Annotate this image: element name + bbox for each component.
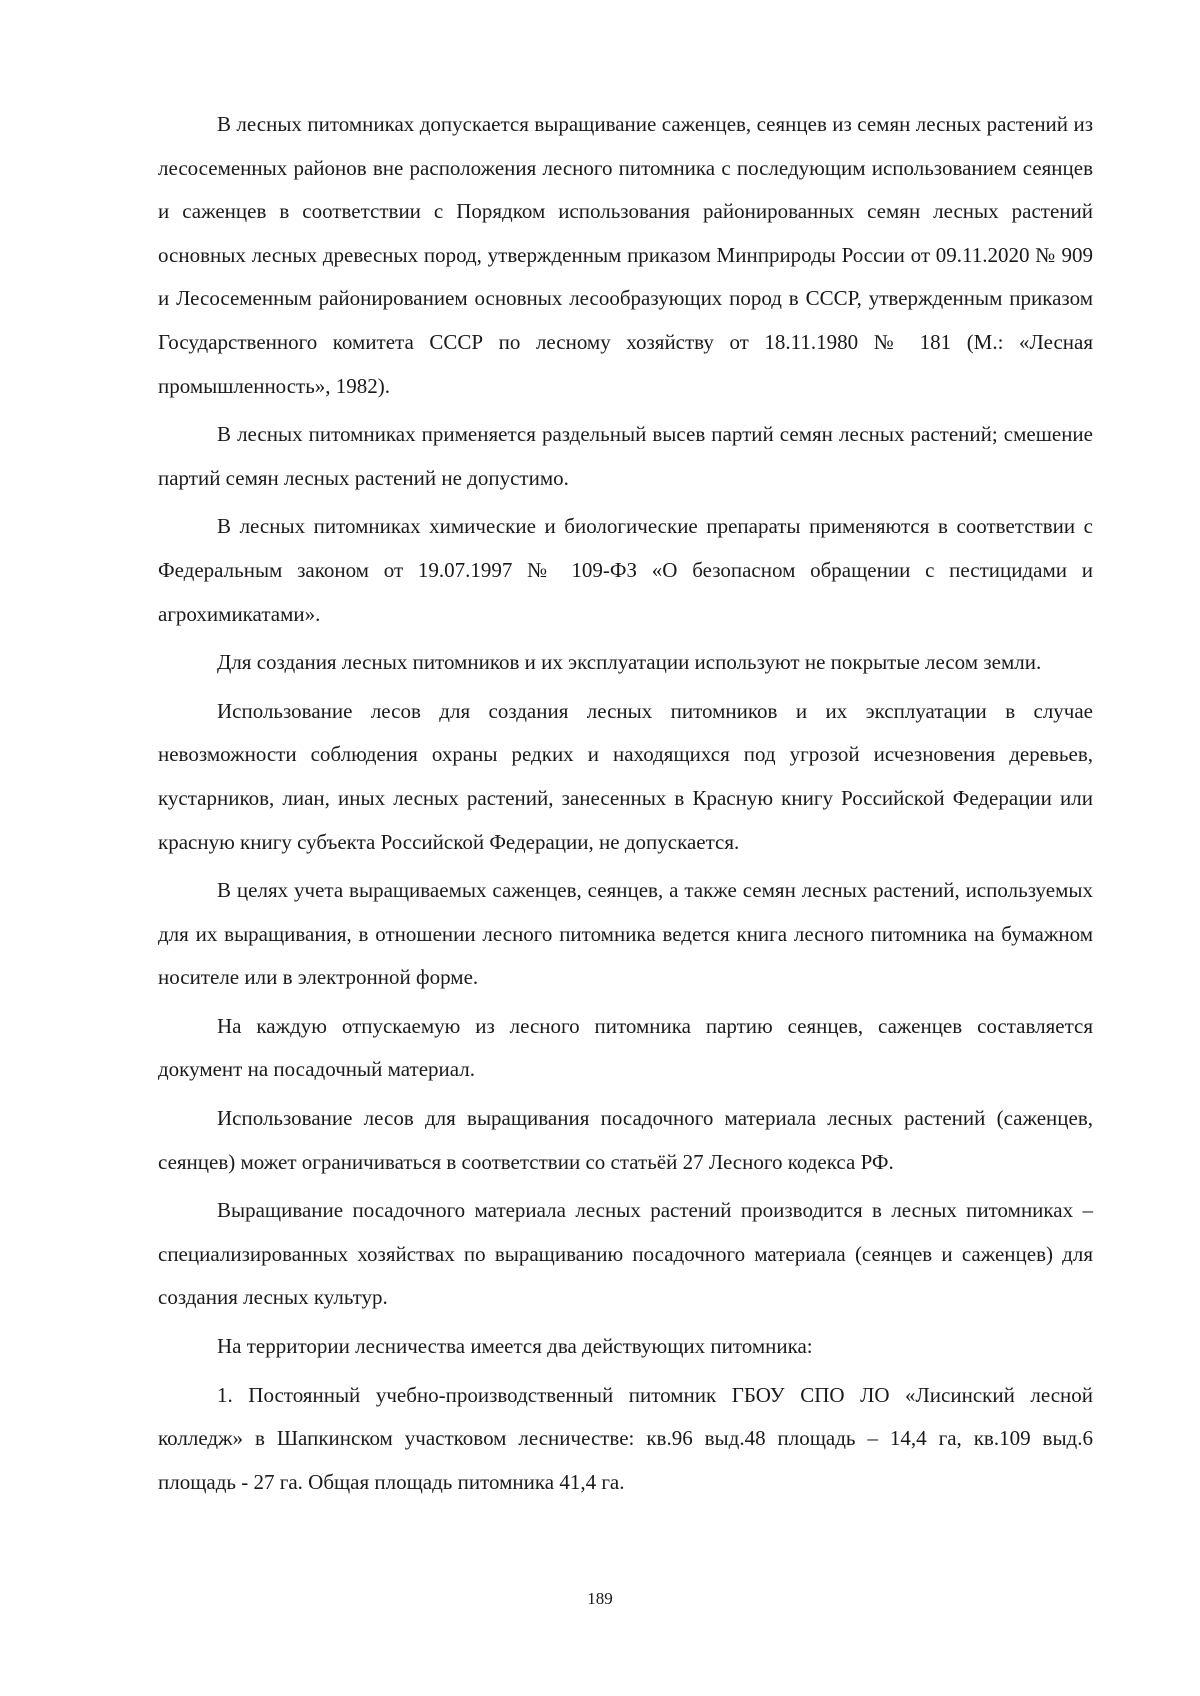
paragraph: В лесных питомниках применяется раздельный высев партий семян лесных растений; смешение партий семян лесных растений не допустимо. — [158, 422, 1093, 490]
paragraph: Использование лесов для создания лесных питомников и их эксплуатации в случае невозможности соблюдения охраны редких и находящихся под угрозой исчезновения деревьев, кустарников, лиан, иных лесных растений, занесенных в Красную книгу Российской Федерации или красную книгу субъекта Российской Федерации, не допускается. — [158, 698, 1093, 854]
paragraph: 1. Постоянный учебно-производственный питомник ГБОУ СПО ЛО «Лисинский лесной колледж» в Шапкинском участковом лесничестве: кв.96 выд.48 площадь – 14,4 га, кв.109 выд.6 площадь - 27 га. Общая площадь питомника 41,4 га. — [158, 1382, 1093, 1494]
page-number: 189 — [587, 1589, 613, 1608]
paragraph: Для создания лесных питомников и их эксплуатации используют не покрытые лесом земли. — [217, 650, 1042, 675]
paragraph: В лесных питомниках допускается выращивание саженцев, сеянцев из семян лесных растений из лесосеменных районов вне расположения лесного питомника с последующим использованием сеянцев и саженцев в соответствии с Порядком использования районированных семян лесных растений основных лесных древесных пород, утвержденным приказом Минприроды России от 09.11.2020 № 909 и Лесосеменным районированием основных лесообразующих пород в СССР, утвержденным приказом Государственного комитета СССР по лесному хозяйству от 18.11.1980 № 181 (М.: «Лесная промышленность», 1982). — [158, 112, 1093, 398]
paragraph: На каждую отпускаемую из лесного питомника партию сеянцев, саженцев составляется документ на посадочный материал. — [158, 1013, 1093, 1082]
paragraph: На территории лесничества имеется два действующих питомника: — [217, 1334, 813, 1359]
paragraph: В лесных питомниках химические и биологические препараты применяются в соответствии с Федеральным законом от 19.07.1997 № 109-ФЗ «О безопасном обращении с пестицидами и агрохимикатами». — [158, 514, 1093, 626]
document-body — [158, 103, 1093, 1509]
paragraph: Выращивание посадочного материала лесных растений производится в лесных питомниках – специализированных хозяйствах по выращиванию посадочного материала (сеянцев и саженцев) для создания лесных культур. — [158, 1198, 1093, 1310]
paragraph: Использование лесов для выращивания посадочного материала лесных растений (саженцев, сеянцев) может ограничиваться в соответствии со статьёй 27 Лесного кодекса РФ. — [158, 1106, 1093, 1174]
paragraph: В целях учета выращиваемых саженцев, сеянцев, а также семян лесных растений, используемых для их выращивания, в отношении лесного питомника ведется книга лесного питомника на бумажном носителе или в электронной форме. — [158, 878, 1093, 990]
